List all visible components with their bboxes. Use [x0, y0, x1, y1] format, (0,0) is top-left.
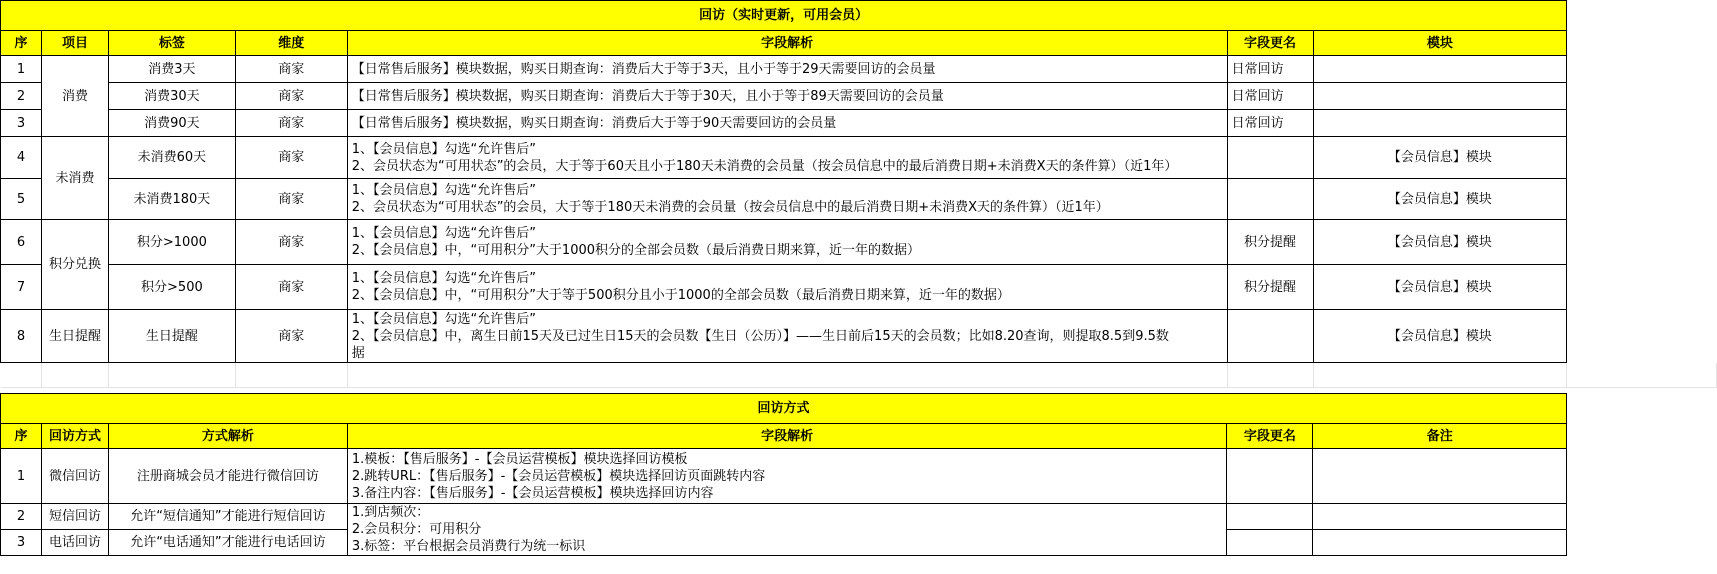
row-method-desc: 允许“电话通知”才能进行电话回访	[108, 530, 347, 556]
row-dimension: 商家	[235, 110, 347, 137]
row-desc: 1、【会员信息】勾选“允许售后” 2、会员状态为“可用状态”的会员，大于等于180天未消费的会员量（按会员信息中的最后消费日期+未消费X天的条件算）（近1年）	[347, 179, 1227, 220]
row-dimension: 商家	[235, 265, 347, 310]
table-row	[1, 504, 1717, 530]
row-dimension: 商家	[235, 310, 347, 363]
header-no: 序	[1, 424, 42, 449]
row-method: 短信回访	[41, 504, 108, 530]
row-no: 2	[1, 83, 42, 110]
header-field-desc: 字段解析	[347, 31, 1227, 56]
row-method: 微信回访	[41, 449, 108, 504]
row-desc: 1、【会员信息】勾选“允许售后” 2、【会员信息】中，“可用积分”大于1000积分的全部会员数（最后消费日期来算，近一年的数据）	[347, 220, 1227, 265]
group-consume: 消费	[41, 56, 108, 137]
row-note	[1313, 504, 1567, 530]
row-method-desc: 允许“短信通知”才能进行短信回访	[108, 504, 347, 530]
row-tag: 积分>1000	[108, 220, 235, 265]
table-row	[1, 83, 1717, 110]
row-rename: 积分提醒	[1227, 220, 1313, 265]
table-row	[1, 179, 1717, 220]
row-module: 【会员信息】模块	[1313, 265, 1567, 310]
row-dimension: 商家	[235, 179, 347, 220]
callback-method-table	[0, 393, 1717, 556]
row-no: 1	[1, 56, 42, 83]
row-tag: 消费90天	[108, 110, 235, 137]
header-rename: 字段更名	[1227, 31, 1313, 56]
row-no: 4	[1, 137, 42, 179]
header-method-desc: 方式解析	[108, 424, 347, 449]
row-rename	[1227, 137, 1313, 179]
header-rename: 字段更名	[1227, 424, 1313, 449]
row-rename: 日常回访	[1227, 56, 1313, 83]
row-tag: 未消费60天	[108, 137, 235, 179]
row-desc: 【日常售后服务】模块数据，购买日期查询：消费后大于等于3天，且小于等于29天需要回访的会员量	[347, 56, 1227, 83]
row-module: 【会员信息】模块	[1313, 179, 1567, 220]
group-birthday: 生日提醒	[41, 310, 108, 363]
table-row	[1, 56, 1717, 83]
row-module: 【会员信息】模块	[1313, 220, 1567, 265]
row-desc: 【日常售后服务】模块数据，购买日期查询：消费后大于等于30天，且小于等于89天需要回访的会员量	[347, 83, 1227, 110]
row-no: 6	[1, 220, 42, 265]
row-note	[1313, 449, 1567, 504]
row-tag: 消费30天	[108, 83, 235, 110]
table-row	[1, 265, 1717, 310]
row-no: 5	[1, 179, 42, 220]
row-desc: 【日常售后服务】模块数据，购买日期查询：消费后大于等于90天需要回访的会员量	[347, 110, 1227, 137]
row-rename: 日常回访	[1227, 83, 1313, 110]
row-tag: 未消费180天	[108, 179, 235, 220]
row-method: 电话回访	[41, 530, 108, 556]
row-field-desc-merged: 1.到店频次： 2.会员积分：可用积分 3.标签：平台根据会员消费行为统一标识	[347, 504, 1226, 556]
table-row	[1, 310, 1717, 363]
row-rename	[1227, 530, 1313, 556]
row-no: 7	[1, 265, 42, 310]
header-field-desc: 字段解析	[347, 424, 1226, 449]
row-no: 1	[1, 449, 42, 504]
row-module	[1313, 56, 1567, 83]
callback-method-title: 回访方式	[1, 394, 1567, 424]
row-rename: 积分提醒	[1227, 265, 1313, 310]
row-desc: 1、【会员信息】勾选“允许售后” 2、【会员信息】中，“可用积分”大于等于500积分且小于1000的全部会员数（最后消费日期来算，近一年的数据）	[347, 265, 1227, 310]
header-tag: 标签	[108, 31, 235, 56]
header-method: 回访方式	[41, 424, 108, 449]
row-no: 3	[1, 530, 42, 556]
row-desc: 1、【会员信息】勾选“允许售后” 2、【会员信息】中，离生日前15天及已过生日15天的会员数【生日（公历）】——生日前后15天的会员数；比如8.20查询，则提取8.5到9.5数 据	[347, 310, 1227, 363]
row-module: 【会员信息】模块	[1313, 310, 1567, 363]
row-module: 【会员信息】模块	[1313, 137, 1567, 179]
group-points: 积分兑换	[41, 220, 108, 310]
row-no: 2	[1, 504, 42, 530]
row-no: 3	[1, 110, 42, 137]
row-rename	[1227, 449, 1313, 504]
header-note: 备注	[1313, 424, 1567, 449]
table-row	[1, 137, 1717, 179]
table-row	[1, 220, 1717, 265]
callback-table-title: 回访（实时更新，可用会员）	[1, 1, 1567, 31]
header-item: 项目	[41, 31, 108, 56]
row-module	[1313, 110, 1567, 137]
row-module	[1313, 83, 1567, 110]
header-no: 序	[1, 31, 42, 56]
row-tag: 积分>500	[108, 265, 235, 310]
row-dimension: 商家	[235, 56, 347, 83]
row-no: 8	[1, 310, 42, 363]
row-tag: 生日提醒	[108, 310, 235, 363]
header-module: 模块	[1313, 31, 1567, 56]
header-dimension: 维度	[235, 31, 347, 56]
row-note	[1313, 530, 1567, 556]
group-unconsumed: 未消费	[41, 137, 108, 220]
row-rename: 日常回访	[1227, 110, 1313, 137]
row-rename	[1227, 179, 1313, 220]
row-desc: 1、【会员信息】勾选“允许售后” 2、会员状态为“可用状态”的会员，大于等于60天且小于180天未消费的会员量（按会员信息中的最后消费日期+未消费X天的条件算）（近1年）	[347, 137, 1227, 179]
row-dimension: 商家	[235, 83, 347, 110]
row-rename	[1227, 504, 1313, 530]
row-dimension: 商家	[235, 137, 347, 179]
table-row	[1, 110, 1717, 137]
row-method-desc: 注册商城会员才能进行微信回访	[108, 449, 347, 504]
row-tag: 消费3天	[108, 56, 235, 83]
row-dimension: 商家	[235, 220, 347, 265]
table-row	[1, 449, 1717, 504]
row-rename	[1227, 310, 1313, 363]
row-field-desc: 1.模板：【售后服务】-【会员运营模板】模块选择回访模板 2.跳转URL：【售后服务】-【会员运营模板】模块选择回访页面跳转内容 3.备注内容：【售后服务】-【会员运营模板】模块选择回访内容	[347, 449, 1226, 504]
